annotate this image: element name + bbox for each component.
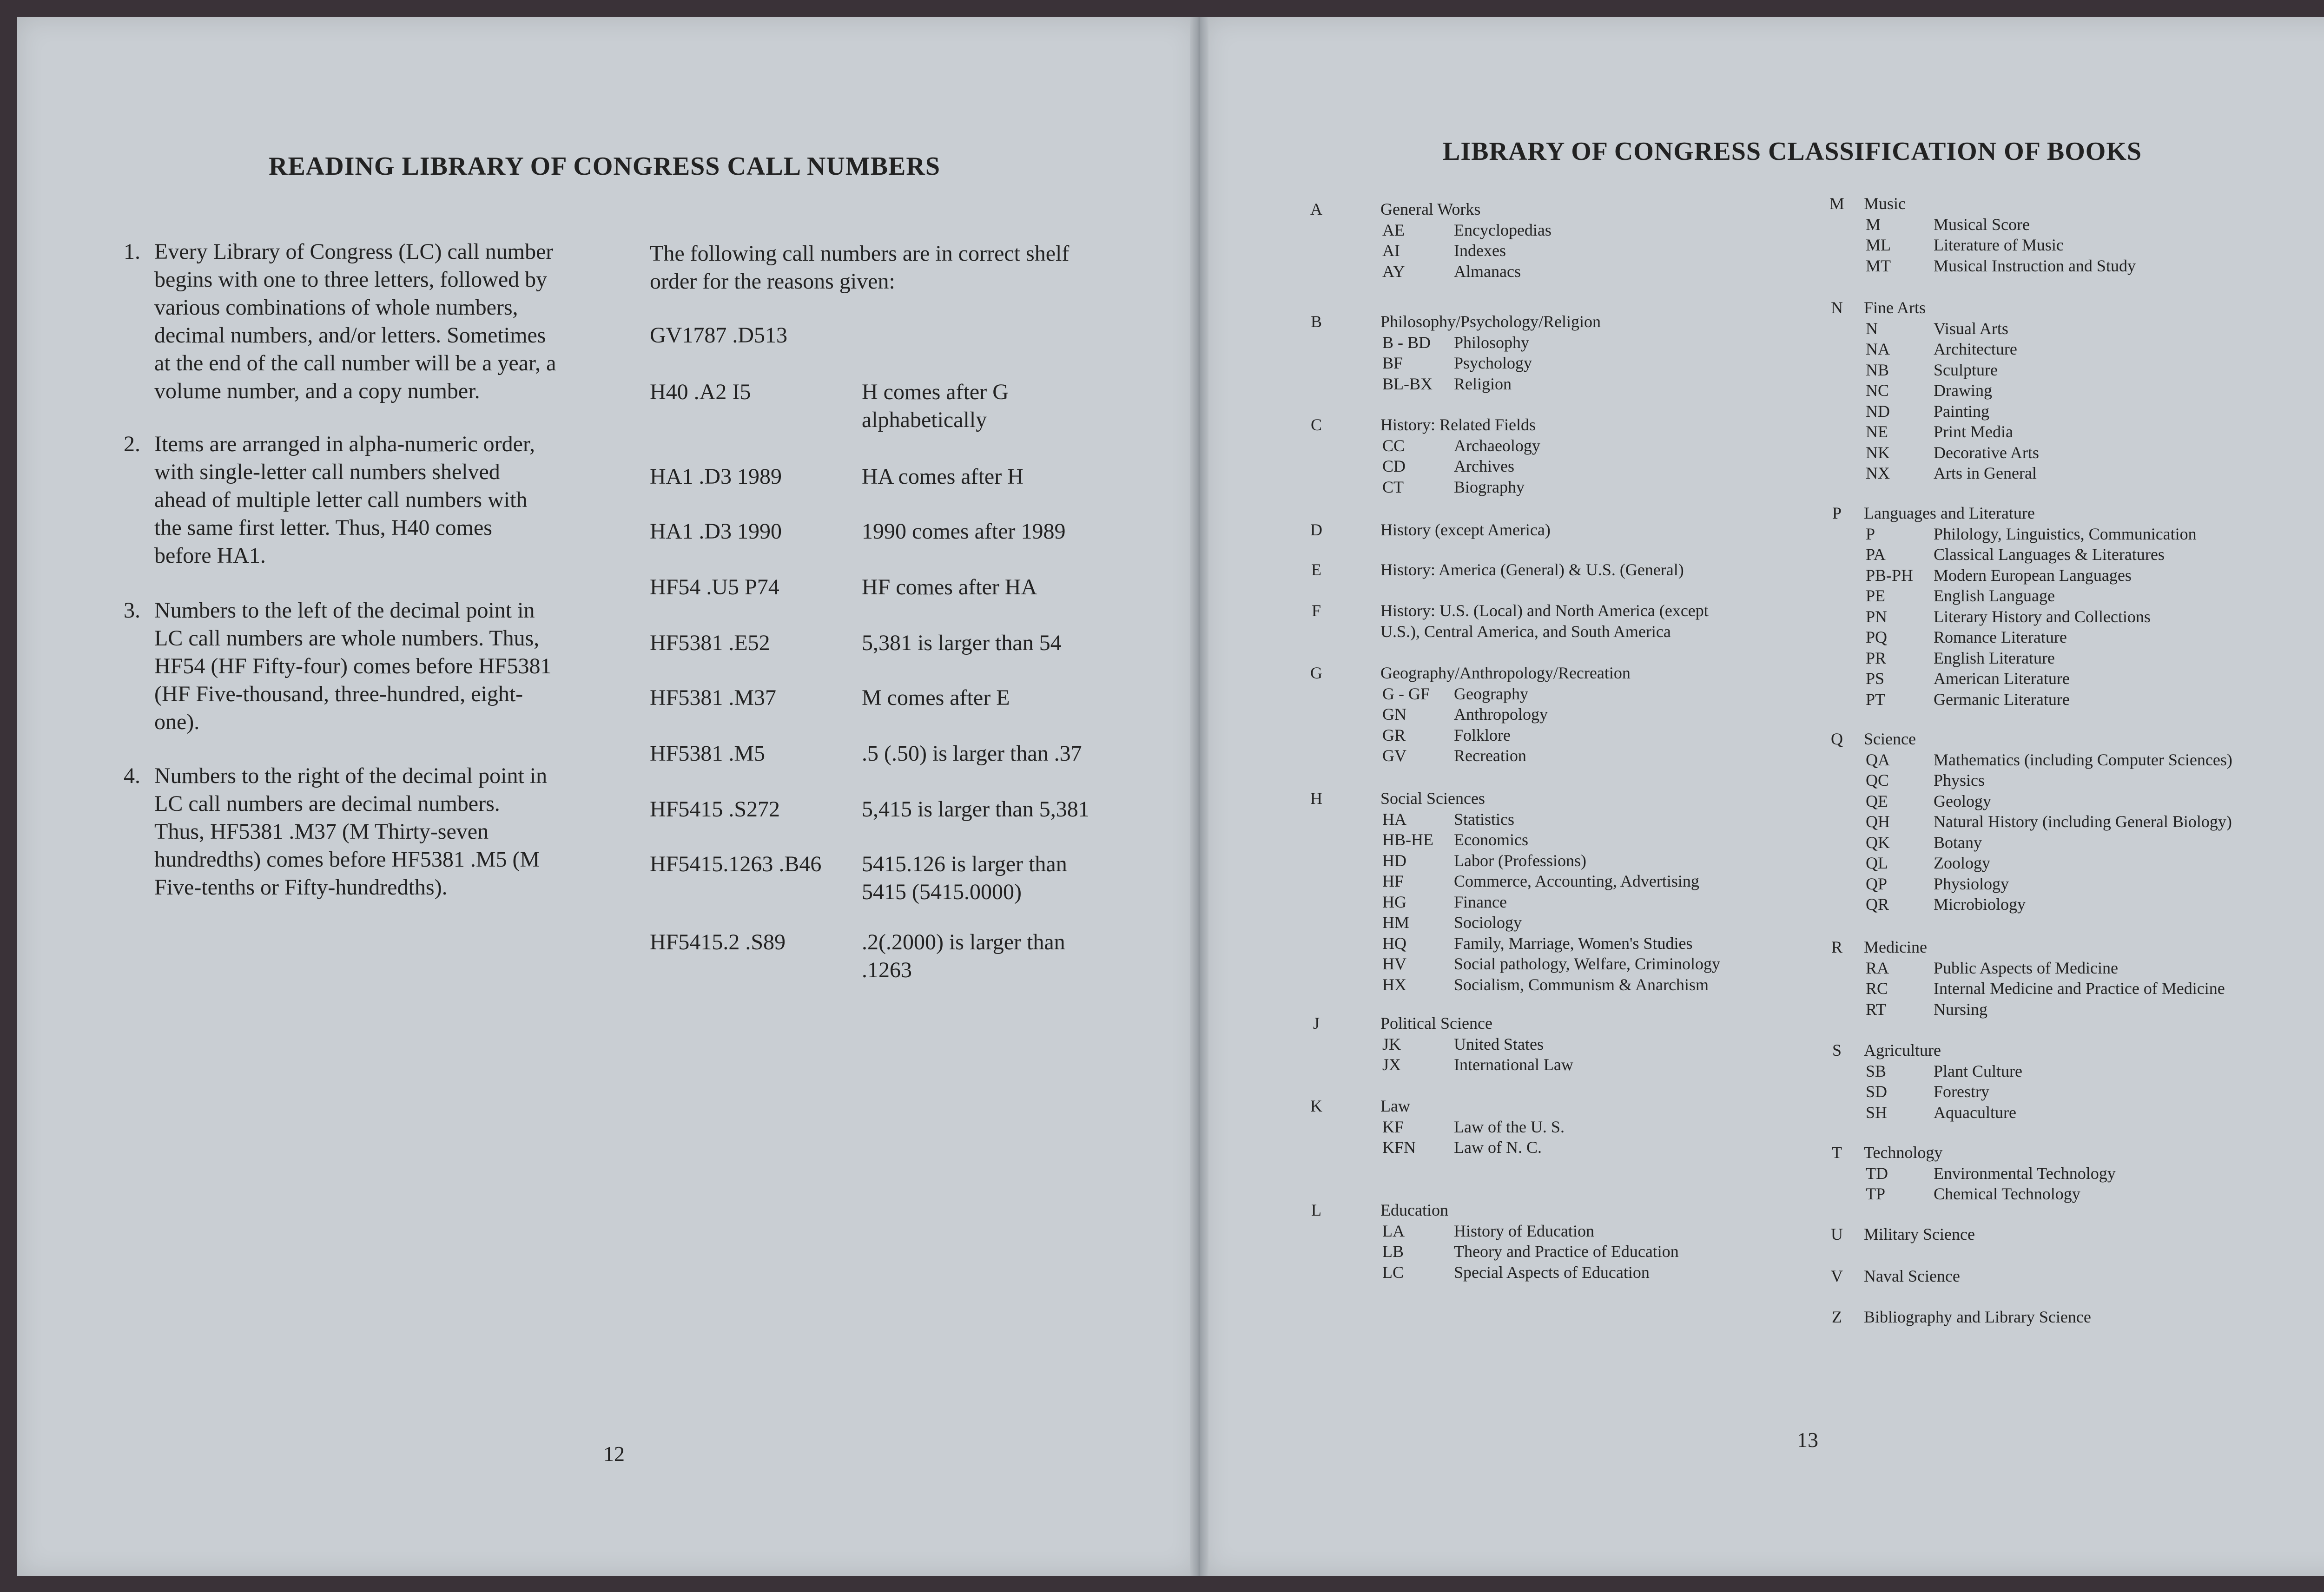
subclass-name: Family, Marriage, Women's Studies bbox=[1454, 934, 1693, 953]
right-page bbox=[1204, 17, 2324, 1576]
subclass-code: HX bbox=[1382, 975, 1406, 994]
subclass-code: RC bbox=[1866, 979, 1888, 998]
subclass-code: HF bbox=[1382, 872, 1404, 890]
subclass-name: Classical Languages & Literatures bbox=[1934, 545, 2165, 564]
subclass-name: Print Media bbox=[1934, 422, 2013, 441]
subclass-code: KF bbox=[1382, 1117, 1404, 1136]
subclass-code: MT bbox=[1866, 256, 1891, 275]
class-letter: U bbox=[1831, 1225, 1843, 1243]
subclass-code: ML bbox=[1866, 236, 1891, 254]
page-number-right: 13 bbox=[1797, 1428, 1818, 1452]
rule-text-line: various combinations of whole numbers, bbox=[154, 295, 518, 320]
subclass-name: Modern European Languages bbox=[1934, 566, 2132, 585]
class-heading: Fine Arts bbox=[1864, 298, 1926, 317]
call-number: HF5415.1263 .B46 bbox=[650, 852, 822, 876]
subclass-code: GR bbox=[1382, 725, 1406, 744]
subclass-code: PS bbox=[1866, 669, 1885, 688]
call-number-reason: .2(.2000) is larger than bbox=[862, 930, 1065, 954]
call-number-reason: 5415 (5415.0000) bbox=[862, 880, 1022, 904]
subclass-code: B - BD bbox=[1382, 333, 1431, 352]
subclass-name: Public Aspects of Medicine bbox=[1934, 958, 2118, 977]
subclass-name: English Literature bbox=[1934, 648, 2055, 667]
subclass-name: Almanacs bbox=[1454, 262, 1521, 281]
subclass-code: QC bbox=[1866, 771, 1889, 789]
subclass-code: NB bbox=[1866, 360, 1889, 379]
subclass-code: QK bbox=[1866, 833, 1890, 852]
class-letter: E bbox=[1311, 560, 1321, 579]
class-heading: Education bbox=[1380, 1201, 1448, 1219]
subclass-code: JK bbox=[1382, 1034, 1401, 1053]
subclass-name: Physiology bbox=[1934, 874, 2009, 893]
rule-text-line: hundredths) comes before HF5381 .M5 (M bbox=[154, 847, 540, 872]
subclass-name: Decorative Arts bbox=[1934, 443, 2039, 462]
rule-text-line: at the end of the call number will be a year, a bbox=[154, 351, 556, 375]
book-gutter bbox=[1190, 17, 1208, 1576]
class-letter: D bbox=[1310, 520, 1322, 539]
subclass-name: Labor (Professions) bbox=[1454, 851, 1586, 870]
subclass-code: RA bbox=[1866, 958, 1889, 977]
class-letter: V bbox=[1831, 1267, 1843, 1285]
subclass-code: PA bbox=[1866, 545, 1886, 564]
class-heading: Medicine bbox=[1864, 938, 1927, 956]
subclass-code: BL-BX bbox=[1382, 374, 1433, 393]
subclass-code: HV bbox=[1382, 954, 1406, 973]
subclass-name: Theory and Practice of Education bbox=[1454, 1242, 1679, 1261]
subclass-code: PQ bbox=[1866, 628, 1888, 646]
call-number-reason: 5,381 is larger than 54 bbox=[862, 631, 1062, 655]
subclass-code: HM bbox=[1382, 913, 1410, 932]
rule-number: 4. bbox=[124, 763, 140, 788]
class-heading: History: U.S. (Local) and North America (except bbox=[1380, 601, 1709, 620]
rule-text-line: Numbers to the left of the decimal point in bbox=[154, 598, 535, 623]
rule-text-line: LC call numbers are whole numbers. Thus, bbox=[154, 626, 540, 651]
subclass-name: Law of the U. S. bbox=[1454, 1117, 1565, 1136]
rule-text-line: LC call numbers are decimal numbers. bbox=[154, 791, 500, 816]
class-letter: G bbox=[1310, 664, 1322, 682]
subclass-code: LA bbox=[1382, 1221, 1405, 1240]
subclass-code: HQ bbox=[1382, 934, 1406, 953]
subclass-name: Economics bbox=[1454, 830, 1528, 849]
subclass-code: CT bbox=[1382, 477, 1404, 496]
class-letter: Z bbox=[1832, 1308, 1842, 1326]
call-number-reason: 5415.126 is larger than bbox=[862, 852, 1067, 876]
subclass-name: Internal Medicine and Practice of Medicine bbox=[1934, 979, 2225, 998]
subclass-name: Drawing bbox=[1934, 381, 1992, 400]
left-page-title: READING LIBRARY OF CONGRESS CALL NUMBERS bbox=[269, 152, 940, 181]
subclass-code: QL bbox=[1866, 854, 1888, 872]
class-heading: History: Related Fields bbox=[1380, 415, 1536, 434]
rule-text-line: (HF Five-thousand, three-hundred, eight- bbox=[154, 682, 523, 706]
class-letter: P bbox=[1832, 504, 1842, 522]
subclass-name: Religion bbox=[1454, 374, 1512, 393]
subclass-code: PT bbox=[1866, 690, 1886, 709]
subclass-code: KFN bbox=[1382, 1138, 1416, 1157]
subclass-code: N bbox=[1866, 319, 1878, 338]
call-number: HF5381 .E52 bbox=[650, 631, 770, 655]
subclass-name: English Language bbox=[1934, 586, 2055, 605]
call-number-reason: HF comes after HA bbox=[862, 575, 1037, 599]
subclass-code: HD bbox=[1382, 851, 1406, 870]
subclass-name: Musical Instruction and Study bbox=[1934, 256, 2136, 275]
subclass-name: Encyclopedias bbox=[1454, 220, 1552, 239]
class-letter: J bbox=[1313, 1014, 1320, 1033]
call-number: HF5415 .S272 bbox=[650, 797, 780, 822]
class-heading: Military Science bbox=[1864, 1225, 1975, 1243]
subclass-code: GV bbox=[1382, 746, 1406, 765]
subclass-name: Germanic Literature bbox=[1934, 690, 2070, 709]
class-heading: Technology bbox=[1864, 1143, 1943, 1162]
page-number-left: 12 bbox=[603, 1442, 625, 1466]
class-heading: Bibliography and Library Science bbox=[1864, 1308, 2091, 1326]
subclass-name: Psychology bbox=[1454, 354, 1532, 372]
class-letter: Q bbox=[1831, 730, 1843, 748]
subclass-code: QE bbox=[1866, 791, 1888, 810]
subclass-name: Philology, Linguistics, Communication bbox=[1934, 524, 2197, 543]
call-number: GV1787 .D513 bbox=[650, 323, 787, 348]
class-heading: Philosophy/Psychology/Religion bbox=[1380, 312, 1601, 331]
subclass-code: BF bbox=[1382, 354, 1403, 372]
call-number-reason: 1990 comes after 1989 bbox=[862, 519, 1066, 544]
subclass-code: NX bbox=[1866, 464, 1890, 482]
subclass-name: Natural History (including General Biology) bbox=[1934, 812, 2232, 831]
subclass-name: International Law bbox=[1454, 1055, 1573, 1074]
class-letter: K bbox=[1310, 1097, 1322, 1115]
class-letter: S bbox=[1832, 1041, 1842, 1059]
subclass-code: QP bbox=[1866, 874, 1888, 893]
subclass-code: HB-HE bbox=[1382, 830, 1433, 849]
rule-number: 2. bbox=[124, 432, 140, 456]
subclass-name: Archaeology bbox=[1454, 436, 1540, 455]
class-heading: Political Science bbox=[1380, 1014, 1492, 1033]
subclass-name: Recreation bbox=[1454, 746, 1526, 765]
rule-text-line: the same first letter. Thus, H40 comes bbox=[154, 515, 492, 540]
subclass-name: Physics bbox=[1934, 771, 1985, 789]
subclass-code: LB bbox=[1382, 1242, 1404, 1261]
class-letter: F bbox=[1311, 601, 1321, 620]
subclass-code: LC bbox=[1382, 1263, 1404, 1282]
subclass-name: Chemical Technology bbox=[1934, 1184, 2080, 1203]
rule-number: 1. bbox=[124, 239, 140, 264]
subclass-name: Nursing bbox=[1934, 1000, 1987, 1019]
subclass-name: Literary History and Collections bbox=[1934, 607, 2151, 626]
subclass-code: SD bbox=[1866, 1082, 1888, 1101]
class-letter: N bbox=[1831, 298, 1843, 317]
subclass-code: HG bbox=[1382, 892, 1406, 911]
subclass-name: Commerce, Accounting, Advertising bbox=[1454, 872, 1699, 890]
subclass-name: Mathematics (including Computer Sciences) bbox=[1934, 750, 2232, 769]
subclass-name: Sculpture bbox=[1934, 360, 1998, 379]
subclass-name: Finance bbox=[1454, 892, 1507, 911]
subclass-code: NE bbox=[1866, 422, 1888, 441]
subclass-name: Folklore bbox=[1454, 725, 1511, 744]
subclass-name: Socialism, Communism & Anarchism bbox=[1454, 975, 1709, 994]
rule-text-line: with single-letter call numbers shelved bbox=[154, 460, 500, 484]
call-number-reason: M comes after E bbox=[862, 685, 1010, 710]
rule-text-line: volume number, and a copy number. bbox=[154, 379, 480, 403]
subclass-code: SB bbox=[1866, 1061, 1887, 1080]
class-letter: M bbox=[1829, 194, 1844, 213]
subclass-name: Geology bbox=[1934, 791, 1991, 810]
call-number: HA1 .D3 1989 bbox=[650, 464, 782, 489]
rule-text-line: Five-tenths or Fifty-hundredths). bbox=[154, 875, 448, 900]
subclass-name: American Literature bbox=[1934, 669, 2070, 688]
call-number-reason: .1263 bbox=[862, 958, 912, 982]
subclass-name: Statistics bbox=[1454, 809, 1515, 829]
call-number-reason: alphabetically bbox=[862, 408, 987, 432]
subclass-name: Geography bbox=[1454, 684, 1528, 703]
call-number: HF54 .U5 P74 bbox=[650, 575, 779, 599]
subclass-name: Romance Literature bbox=[1934, 628, 2067, 646]
call-number: HF5381 .M5 bbox=[650, 741, 766, 766]
subclass-name: Social pathology, Welfare, Criminology bbox=[1454, 954, 1720, 973]
call-number-reason: H comes after G bbox=[862, 380, 1009, 404]
rule-text-line: ahead of multiple letter call numbers with bbox=[154, 487, 528, 512]
subclass-name: Painting bbox=[1934, 401, 1990, 421]
subclass-code: SH bbox=[1866, 1103, 1888, 1122]
class-heading: Naval Science bbox=[1864, 1267, 1960, 1285]
call-number-reason: 5,415 is larger than 5,381 bbox=[862, 797, 1089, 822]
subclass-name: Literature of Music bbox=[1934, 236, 2064, 254]
subclass-code: GN bbox=[1382, 705, 1406, 724]
subclass-code: M bbox=[1866, 215, 1881, 234]
subclass-name: Anthropology bbox=[1454, 705, 1548, 724]
call-number: HF5415.2 .S89 bbox=[650, 930, 786, 954]
class-heading: Social Sciences bbox=[1380, 789, 1485, 808]
class-heading: General Works bbox=[1380, 200, 1481, 218]
subclass-code: PN bbox=[1866, 607, 1888, 626]
subclass-name: Environmental Technology bbox=[1934, 1164, 2116, 1183]
subclass-code: RT bbox=[1866, 1000, 1886, 1019]
class-letter: H bbox=[1310, 789, 1322, 808]
subclass-code: CD bbox=[1382, 457, 1406, 475]
call-number: H40 .A2 I5 bbox=[650, 380, 751, 404]
class-letter: C bbox=[1310, 415, 1322, 434]
subclass-code: AE bbox=[1382, 220, 1405, 239]
intro-line: order for the reasons given: bbox=[650, 269, 895, 294]
subclass-name: Visual Arts bbox=[1934, 319, 2008, 338]
subclass-code: JX bbox=[1382, 1055, 1401, 1074]
subclass-code: HA bbox=[1382, 809, 1406, 829]
subclass-name: United States bbox=[1454, 1034, 1544, 1053]
subclass-name: Zoology bbox=[1934, 854, 1990, 872]
subclass-name: Philosophy bbox=[1454, 333, 1530, 352]
subclass-name: Archives bbox=[1454, 457, 1514, 475]
subclass-code: NA bbox=[1866, 340, 1890, 358]
rule-text-line: HF54 (HF Fifty-four) comes before HF5381 bbox=[154, 654, 552, 678]
subclass-code: CC bbox=[1382, 436, 1405, 455]
subclass-name: Musical Score bbox=[1934, 215, 2030, 234]
subclass-code: PE bbox=[1866, 586, 1886, 605]
class-heading: History (except America) bbox=[1380, 520, 1551, 539]
class-letter: A bbox=[1310, 200, 1322, 218]
subclass-name: Biography bbox=[1454, 477, 1525, 496]
intro-line: The following call numbers are in correct shelf bbox=[650, 241, 1070, 266]
class-heading: Law bbox=[1380, 1097, 1410, 1115]
subclass-code: AY bbox=[1382, 262, 1405, 281]
subclass-name: Botany bbox=[1934, 833, 1982, 852]
subclass-code: AI bbox=[1382, 241, 1400, 260]
subclass-name: Special Aspects of Education bbox=[1454, 1263, 1650, 1282]
rule-text-line: one). bbox=[154, 710, 200, 734]
subclass-code: TP bbox=[1866, 1184, 1886, 1203]
subclass-code: NK bbox=[1866, 443, 1890, 462]
class-letter: T bbox=[1832, 1143, 1842, 1162]
subclass-code: P bbox=[1866, 524, 1875, 543]
rule-text-line: decimal numbers, and/or letters. Sometimes bbox=[154, 323, 546, 348]
subclass-code: G - GF bbox=[1382, 684, 1430, 703]
class-letter: R bbox=[1831, 938, 1842, 956]
subclass-name: Plant Culture bbox=[1934, 1061, 2022, 1080]
subclass-name: Forestry bbox=[1934, 1082, 1989, 1101]
subclass-code: NC bbox=[1866, 381, 1889, 400]
rule-text-line: Every Library of Congress (LC) call number bbox=[154, 239, 554, 264]
rule-text-line: begins with one to three letters, followed by bbox=[154, 267, 548, 292]
rule-number: 3. bbox=[124, 598, 140, 623]
subclass-name: Sociology bbox=[1454, 913, 1522, 932]
class-letter: B bbox=[1310, 312, 1322, 331]
class-letter: L bbox=[1311, 1201, 1321, 1219]
call-number: HA1 .D3 1990 bbox=[650, 519, 782, 544]
rule-text-line: Items are arranged in alpha-numeric order, bbox=[154, 432, 535, 456]
class-heading: Music bbox=[1864, 194, 1906, 213]
class-heading: Agriculture bbox=[1864, 1041, 1941, 1059]
class-heading: History: America (General) & U.S. (General) bbox=[1380, 560, 1684, 579]
subclass-name: Arts in General bbox=[1934, 464, 2037, 482]
subclass-code: QH bbox=[1866, 812, 1890, 831]
subclass-name: Architecture bbox=[1934, 340, 2017, 358]
subclass-code: QA bbox=[1866, 750, 1890, 769]
class-heading: Science bbox=[1864, 730, 1916, 748]
subclass-code: TD bbox=[1866, 1164, 1888, 1183]
class-heading: Geography/Anthropology/Recreation bbox=[1380, 664, 1631, 682]
subclass-name: Indexes bbox=[1454, 241, 1506, 260]
class-heading: U.S.), Central America, and South America bbox=[1380, 622, 1671, 641]
rule-text-line: before HA1. bbox=[154, 543, 266, 568]
subclass-name: Aquaculture bbox=[1934, 1103, 2016, 1122]
subclass-name: History of Education bbox=[1454, 1221, 1594, 1240]
subclass-name: Microbiology bbox=[1934, 895, 2026, 914]
subclass-code: PR bbox=[1866, 648, 1887, 667]
call-number-reason: .5 (.50) is larger than .37 bbox=[862, 741, 1082, 766]
call-number: HF5381 .M37 bbox=[650, 685, 777, 710]
subclass-code: PB-PH bbox=[1866, 566, 1914, 585]
call-number-reason: HA comes after H bbox=[862, 464, 1023, 489]
subclass-code: QR bbox=[1866, 895, 1889, 914]
subclass-name: Law of N. C. bbox=[1454, 1138, 1542, 1157]
rule-text-line: Numbers to the right of the decimal point in bbox=[154, 763, 548, 788]
class-heading: Languages and Literature bbox=[1864, 504, 2035, 522]
right-page-title: LIBRARY OF CONGRESS CLASSIFICATION OF BOOKS bbox=[1443, 137, 2142, 166]
rule-text-line: Thus, HF5381 .M37 (M Thirty-seven bbox=[154, 819, 489, 844]
subclass-code: ND bbox=[1866, 401, 1890, 421]
